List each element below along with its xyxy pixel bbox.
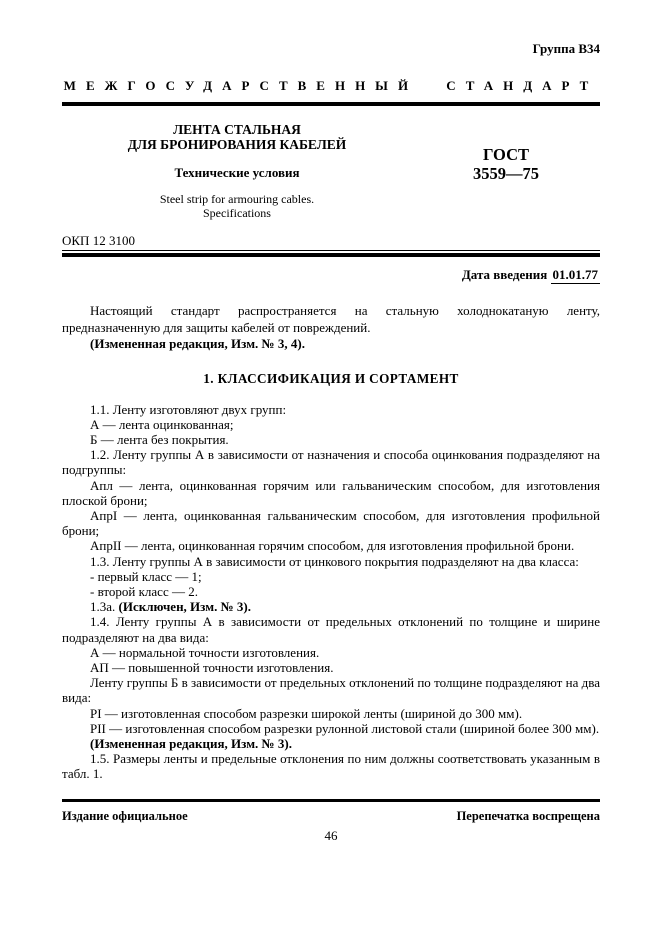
paragraph <box>62 706 600 721</box>
official-edition-note: Издание официальное <box>62 809 188 823</box>
footer-rule <box>62 799 600 802</box>
paragraph <box>62 751 600 781</box>
intro-paragraphs <box>62 303 600 353</box>
paragraph <box>62 569 600 584</box>
standard-type-banner: МЕЖГОСУДАРСТВЕННЫЙ СТАНДАРТ <box>63 78 599 93</box>
effective-date-value: 01.01.77 <box>552 267 598 282</box>
paragraph <box>62 584 600 599</box>
paragraph-text-run: Б — лента без покрытия. <box>90 431 229 447</box>
paragraph <box>62 478 600 508</box>
paragraph-text-run: АП — повышенной точности изготовления. <box>90 659 334 675</box>
title-en-line-1: Steel strip for armouring cables. <box>159 192 315 206</box>
paragraph-text-run: - первый класс — 1; <box>90 568 202 584</box>
paragraph <box>62 447 600 477</box>
footer-notes <box>62 809 600 823</box>
paragraph-bold-run: (Измененная редакция, Изм. № 3). <box>90 735 292 751</box>
effective-date-line <box>62 267 600 284</box>
paragraph <box>62 721 600 736</box>
okp-thin-rule <box>62 250 600 251</box>
paragraph-text-run: 1.5. Размеры ленты и предельные отклонения по ним должны соответствовать указанным в табл. 1. <box>62 751 600 782</box>
paragraph-text-run: АпрI — лента, оцинкованная гальваническим способом, для изготовления профильной брони; <box>62 507 600 539</box>
title-line-2: ДЛЯ БРОНИРОВАНИЯ КАБЕЛЕЙ <box>127 137 347 152</box>
paragraph <box>62 554 600 569</box>
paragraph-text-run: 1.4. Ленту группы А в зависимости от предельных отклонений по толщине и ширине подразделяют на два вида: <box>62 614 600 645</box>
paragraph <box>62 736 600 751</box>
paragraph <box>62 402 600 417</box>
okp-thick-rule <box>62 253 600 257</box>
standard-code-block <box>412 122 600 220</box>
paragraph <box>62 660 600 675</box>
page-footer <box>62 799 600 843</box>
document-title-ru <box>62 122 412 152</box>
title-line-1: ЛЕНТА СТАЛЬНАЯ <box>173 122 301 137</box>
paragraph-text-run: 1.1. Ленту изготовляют двух групп: <box>90 401 287 417</box>
document-subtitle: Технические условия <box>174 165 300 180</box>
standard-code-number: 3559—75 <box>473 164 539 183</box>
page-number: 46 <box>324 828 338 843</box>
paragraph <box>62 675 600 705</box>
header-rule <box>62 102 600 106</box>
group-label: Группа В34 <box>532 41 600 56</box>
section-heading: 1. КЛАССИФИКАЦИЯ И СОРТАМЕНТ <box>203 370 459 386</box>
paragraph <box>62 303 600 336</box>
paragraph-text-run: - второй класс — 2. <box>90 583 198 599</box>
paragraph <box>62 614 600 644</box>
standard-code-label: ГОСТ <box>482 145 530 164</box>
paragraph <box>62 417 600 432</box>
reprint-prohibited-note: Перепечатка воспрещена <box>456 809 600 823</box>
okp-code: ОКП 12 3100 <box>62 233 135 248</box>
paragraph-text-run: 1.3. Ленту группы А в зависимости от цинкового покрытия подразделяют на два класса: <box>90 553 579 569</box>
title-en-line-2: Specifications <box>203 206 271 220</box>
paragraph-text-run: АпрII — лента, оцинкованная горячим способом, для изготовления профильной брони. <box>90 538 575 554</box>
document-title-en <box>62 192 412 220</box>
paragraph <box>62 508 600 538</box>
paragraph-bold-run: (Исключен, Изм. № 3). <box>118 599 251 615</box>
title-block <box>62 122 600 220</box>
paragraph-bold-run: (Измененная редакция, Изм. № 3, 4). <box>90 336 305 351</box>
title-left-column <box>62 122 412 220</box>
effective-date-label: Дата введения <box>461 267 548 282</box>
paragraph <box>62 645 600 660</box>
paragraph-text-run: А — лента оцинкованная; <box>90 416 234 432</box>
section-paragraphs <box>62 402 600 782</box>
paragraph-text-run: Настоящий стандарт распространяется на стальную холоднокатаную ленту, предназначенную для защиты кабелей от повреждений. <box>62 303 600 335</box>
paragraph-text-run: Ленту группы Б в зависимости от предельных отклонений по толщине подразделяют на два вида: <box>62 675 600 706</box>
paragraph-text-run: 1.2. Ленту группы А в зависимости от назначения и способа оцинкования подразделяют на подгруппы: <box>62 447 600 478</box>
paragraph-text-run: РII — изготовленная способом разрезки рулонной листовой стали (шириной более 300 мм). <box>90 720 600 736</box>
paragraph <box>62 432 600 447</box>
paragraph-text-run: Апл — лента, оцинкованная горячим или гальваническим способом, для изготовления плоской брони; <box>62 477 600 508</box>
paragraph-text-run: РI — изготовленная способом разрезки широкой ленты (шириной до 300 мм). <box>90 705 523 721</box>
paragraph-text-run: А — нормальной точности изготовления. <box>90 644 320 660</box>
paragraph-text-run: 1.3а. <box>90 599 119 615</box>
paragraph <box>62 336 600 353</box>
paragraph <box>62 538 600 553</box>
paragraph <box>62 599 600 614</box>
